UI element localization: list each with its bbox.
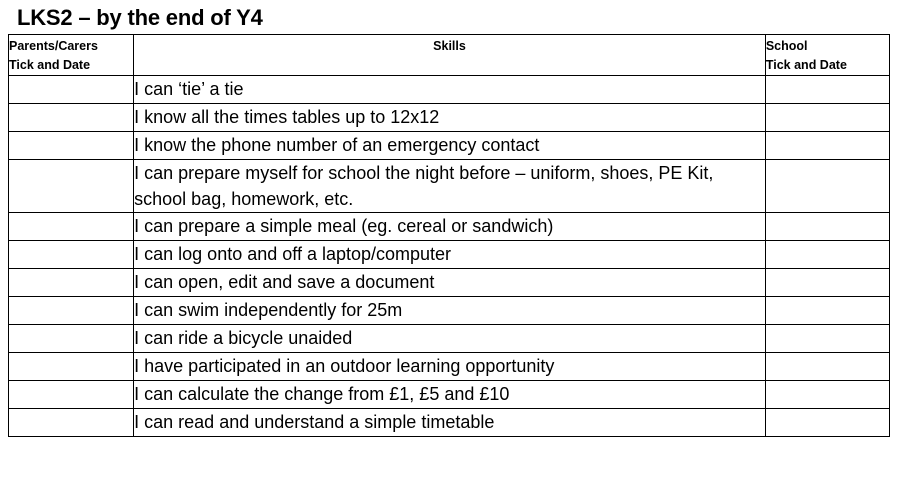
school-tick-cell[interactable] — [765, 353, 889, 381]
parents-tick-cell[interactable] — [9, 325, 134, 353]
skill-cell — [134, 213, 766, 241]
skill-text: I can prepare a simple meal (eg. cereal or sandwich) — [134, 216, 554, 236]
table-row — [9, 76, 890, 104]
parents-header-line1: Parents/Carers — [9, 39, 98, 53]
parents-tick-cell[interactable] — [9, 297, 134, 325]
school-tick-cell[interactable] — [765, 213, 889, 241]
table-row — [9, 409, 890, 437]
table-row — [9, 353, 890, 381]
parents-tick-cell[interactable] — [9, 213, 134, 241]
skills-header: Skills — [134, 35, 766, 76]
parents-tick-cell[interactable] — [9, 353, 134, 381]
parents-tick-cell[interactable] — [9, 409, 134, 437]
skill-text: I have participated in an outdoor learning opportunity — [134, 356, 555, 376]
skill-cell — [134, 353, 766, 381]
table-row — [9, 269, 890, 297]
skill-cell — [134, 297, 766, 325]
table-row — [9, 325, 890, 353]
skill-text: I can open, edit and save a document — [134, 272, 435, 292]
skill-cell — [134, 76, 766, 104]
skill-cell — [134, 132, 766, 160]
skills-checklist-table — [8, 34, 890, 437]
skill-text: I can swim independently for 25m — [134, 300, 403, 320]
skill-text: I can ‘tie’ a tie — [134, 79, 244, 99]
school-tick-cell[interactable] — [765, 381, 889, 409]
school-tick-cell[interactable] — [765, 241, 889, 269]
skill-cell — [134, 325, 766, 353]
skill-text: I can read and understand a simple timetable — [134, 412, 495, 432]
table-row — [9, 104, 890, 132]
school-header-line1: School — [765, 39, 808, 53]
skill-cell — [134, 104, 766, 132]
school-header — [765, 35, 889, 76]
skill-text: I know the phone number of an emergency contact — [134, 135, 540, 155]
parents-tick-cell[interactable] — [9, 160, 134, 213]
school-tick-cell[interactable] — [765, 132, 889, 160]
school-tick-cell[interactable] — [765, 269, 889, 297]
parents-tick-cell[interactable] — [9, 104, 134, 132]
page-title: LKS2 – by the end of Y4 — [17, 5, 263, 30]
skill-text: I can ride a bicycle unaided — [134, 328, 353, 348]
parents-carers-header — [9, 35, 134, 76]
table-header-row — [9, 35, 890, 76]
parents-tick-cell[interactable] — [9, 76, 134, 104]
table-row — [9, 132, 890, 160]
parents-tick-cell[interactable] — [9, 241, 134, 269]
skill-text: I know all the times tables up to 12x12 — [134, 107, 440, 127]
parents-tick-cell[interactable] — [9, 132, 134, 160]
school-tick-cell[interactable] — [765, 409, 889, 437]
school-tick-cell[interactable] — [765, 76, 889, 104]
skill-cell — [134, 381, 766, 409]
table-row — [9, 297, 890, 325]
skill-cell — [134, 269, 766, 297]
school-tick-cell[interactable] — [765, 160, 889, 213]
parents-header-line2: Tick and Date — [9, 58, 91, 72]
table-row — [9, 381, 890, 409]
skill-text: I can log onto and off a laptop/computer — [134, 244, 452, 264]
school-tick-cell[interactable] — [765, 325, 889, 353]
skill-cell — [134, 160, 766, 213]
school-header-line2: Tick and Date — [765, 58, 847, 72]
table-row — [9, 241, 890, 269]
school-tick-cell[interactable] — [765, 104, 889, 132]
skill-text: I can calculate the change from £1, £5 and £10 — [134, 384, 510, 404]
parents-tick-cell[interactable] — [9, 269, 134, 297]
skill-text: I can prepare myself for school the night before – uniform, shoes, PE Kit, school bag, homework, etc. — [134, 163, 714, 209]
table-row — [9, 213, 890, 241]
table-row — [9, 160, 890, 213]
school-tick-cell[interactable] — [765, 297, 889, 325]
skill-cell — [134, 409, 766, 437]
parents-tick-cell[interactable] — [9, 381, 134, 409]
skill-cell — [134, 241, 766, 269]
